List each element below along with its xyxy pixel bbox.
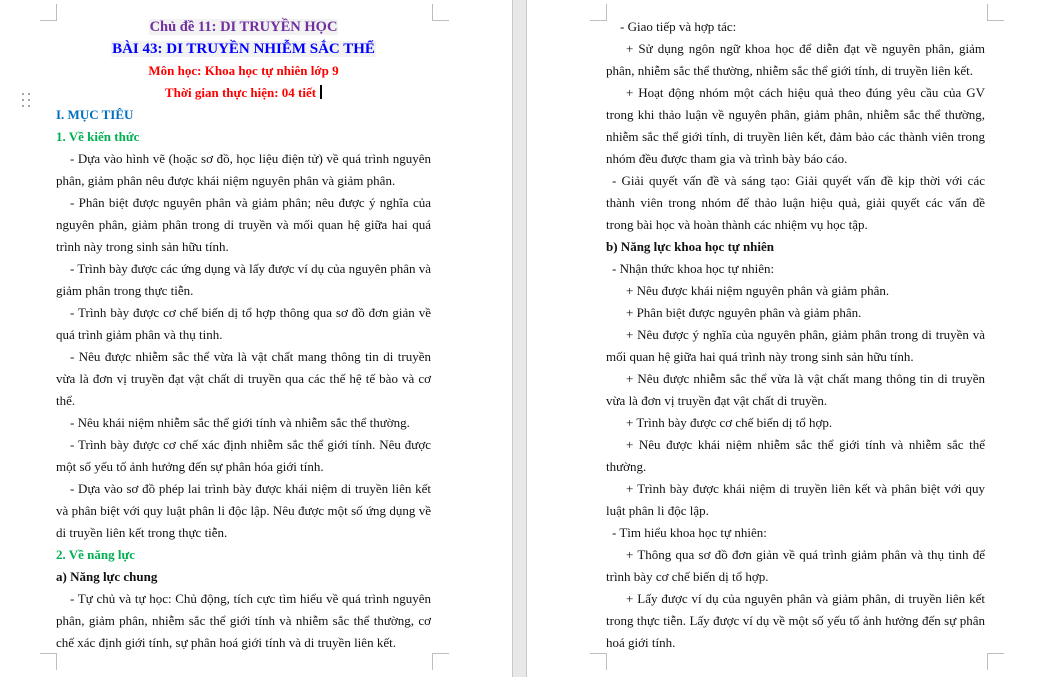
cognition-item: + Nêu được khái niệm nguyên phân và giảm phân. — [626, 283, 890, 298]
lesson-title: BÀI 43: DI TRUYỀN NHIỄM SẮC THỂ — [112, 41, 375, 57]
text-cursor — [320, 85, 322, 99]
problem-solving-item: - Giải quyết vấn đề và sáng tạo: Giải quyết vấn đề kịp thời với các thành viên trong nhóm để thảo luận hiệu quả, giải quyết các vấn đề trong bài học và hoàn thành các nhiệm vụ học tập. — [606, 173, 985, 232]
knowledge-item: - Phân biệt được nguyên phân và giảm phân; nêu được ý nghĩa của nguyên phân, giảm phân trong di truyền và mối quan hệ giữa hai quá trình này trong sinh sản hữu tính. — [56, 195, 431, 254]
subsection-heading-general-competence: a) Năng lực chung — [56, 569, 158, 584]
cognition-item: + Nêu được ý nghĩa của nguyên phân, giảm phân trong di truyền và mối quan hệ giữa hai quá trình này trong sinh sản hữu tính. — [606, 327, 985, 364]
inquiry-label: - Tìm hiểu khoa học tự nhiên: — [612, 525, 767, 540]
cognition-item: + Trình bày được cơ chế biến dị tổ hợp. — [626, 415, 833, 430]
section-heading-objectives: I. MỤC TIÊU — [56, 107, 134, 122]
crop-mark-bottom-right — [432, 653, 449, 670]
document-page-left[interactable] — [0, 0, 512, 677]
duration-line: Thời gian thực hiện: 04 tiết — [56, 82, 431, 104]
subject-line: Môn học: Khoa học tự nhiên lớp 9 — [148, 63, 339, 78]
knowledge-item: - Nêu được nhiễm sắc thể vừa là vật chất mang thông tin di truyền vừa là đơn vị truyền đạt vật chất di truyền qua các thế hệ tế bào và cơ thể. — [56, 349, 431, 408]
knowledge-item: - Dựa vào sơ đồ phép lai trình bày được khái niệm di truyền liên kết và phân biệt với quy luật phân li độc lập. Nêu được một số ứng dụng về di truyền liên kết trong thực tiễn. — [56, 481, 431, 540]
crop-mark-top-left — [590, 4, 607, 21]
topic-title: Chủ đề 11: DI TRUYỀN HỌC — [149, 19, 338, 35]
subsection-heading-science-competence: b) Năng lực khoa học tự nhiên — [606, 239, 775, 254]
crop-mark-bottom-left — [40, 653, 57, 670]
knowledge-item: - Nêu khái niệm nhiễm sắc thể giới tính và nhiễm sắc thể thường. — [70, 415, 410, 430]
communication-label: - Giao tiếp và hợp tác: — [620, 19, 737, 34]
subsection-heading-knowledge: 1. Về kiến thức — [56, 129, 140, 144]
general-competence-item: - Tự chủ và tự học: Chủ động, tích cực tìm hiểu về quá trình nguyên phân, giảm phân, nhiễm sắc thể giới tính và nhiễm sắc thể thường, cơ chế xác định giới tính, sự phân hoá giới tính và di truyền liên kết. — [56, 591, 431, 650]
drag-handle-icon[interactable] — [22, 93, 32, 109]
cognition-item: + Trình bày được khái niệm di truyền liên kết và phân biệt với quy luật phân li độc lập. — [606, 481, 985, 518]
crop-mark-bottom-left — [590, 653, 607, 670]
cognition-label: - Nhận thức khoa học tự nhiên: — [612, 261, 775, 276]
left-page-content[interactable] — [56, 16, 431, 654]
subsection-heading-competence: 2. Về năng lực — [56, 547, 136, 562]
knowledge-item: - Trình bày được các ứng dụng và lấy được ví dụ của nguyên phân và giảm phân trong thực tiễn. — [56, 261, 431, 298]
page-gutter — [512, 0, 527, 677]
crop-mark-top-right — [432, 4, 449, 21]
crop-mark-top-right — [987, 4, 1004, 21]
cognition-item: + Phân biệt được nguyên phân và giảm phân. — [626, 305, 862, 320]
crop-mark-top-left — [40, 4, 57, 21]
inquiry-item: + Thông qua sơ đồ đơn giản về quá trình giảm phân và thụ tinh để trình bày cơ chế biến dị tổ hợp. — [606, 547, 985, 584]
document-page-right[interactable] — [527, 0, 1050, 677]
crop-mark-bottom-right — [987, 653, 1004, 670]
knowledge-item: - Dựa vào hình vẽ (hoặc sơ đồ, học liệu điện tử) về quá trình nguyên phân, giảm phân nêu được khái niệm nguyên phân và giảm phân. — [56, 151, 431, 188]
cognition-item: + Nêu được nhiễm sắc thể vừa là vật chất mang thông tin di truyền vừa là đơn vị truyền đạt vật chất di truyền. — [606, 371, 985, 408]
knowledge-item: - Trình bày được cơ chế biến dị tổ hợp thông qua sơ đồ đơn giản về quá trình giảm phân và thụ tinh. — [56, 305, 431, 342]
knowledge-item: - Trình bày được cơ chế xác định nhiễm sắc thể giới tính. Nêu được một số yếu tố ảnh hưởng đến sự phân hóa giới tính. — [56, 437, 431, 474]
right-page-content[interactable] — [606, 16, 985, 654]
cognition-item: + Nêu được khái niệm nhiễm sắc thể giới tính và nhiễm sắc thể thường. — [606, 437, 985, 474]
communication-item: + Hoạt động nhóm một cách hiệu quả theo đúng yêu cầu của GV trong khi thảo luận về nguyên phân, giảm phân, nhiễm sắc thể thường, nhiễm sắc thể giới tính, di truyền liên kết, đảm bảo các thành viên trong nhóm đều được tham gia và trình bày báo cáo. — [606, 85, 985, 166]
inquiry-item: + Lấy được ví dụ của nguyên phân và giảm phân, di truyền liên kết trong thực tiễn. Lấy được ví dụ về một số yếu tố ảnh hưởng đến sự phân hoá giới tính. — [606, 591, 985, 650]
communication-item: + Sử dụng ngôn ngữ khoa học để diễn đạt về nguyên phân, giảm phân, nhiễm sắc thể thường, nhiễm sắc thể giới tính, di truyền liên kết. — [606, 41, 985, 78]
